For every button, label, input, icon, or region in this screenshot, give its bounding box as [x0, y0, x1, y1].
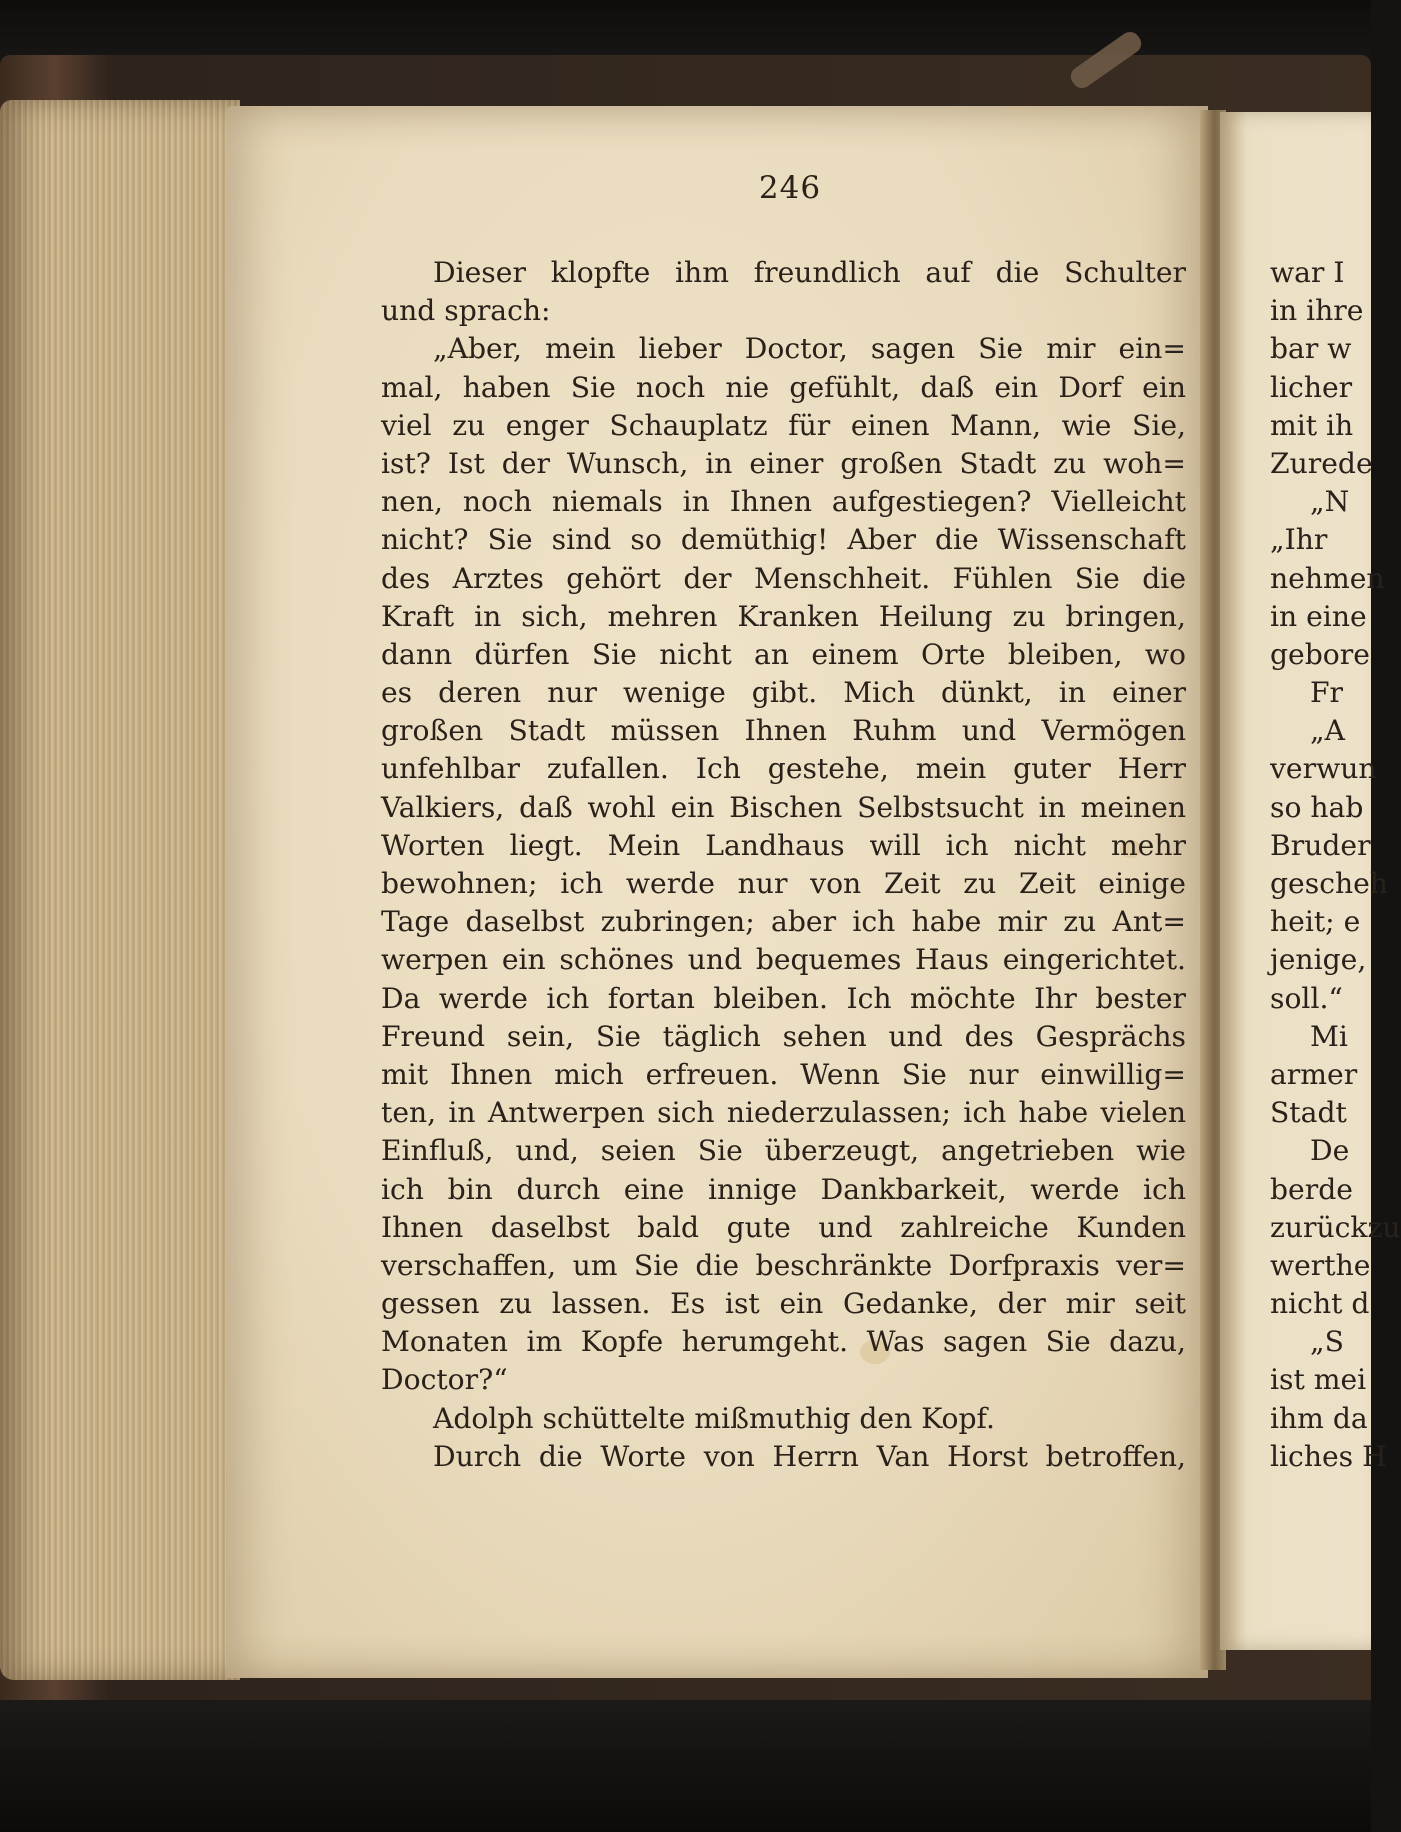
text-line: Mi	[1310, 1019, 1348, 1053]
text-line: werthe	[1270, 1248, 1371, 1282]
text-line: Stadt	[1270, 1096, 1347, 1130]
text-line: Einfluß, und, seien Sie überzeugt, angetrieben wie	[381, 1134, 1186, 1168]
text-line: nen, noch niemals in Ihnen aufgestiegen? Vielleicht	[381, 485, 1186, 519]
text-line: berde	[1270, 1172, 1353, 1206]
text-line: Worten liegt. Mein Landhaus will ich nicht mehr	[381, 828, 1186, 862]
text-line: und sprach:	[381, 294, 551, 328]
text-line: gebore	[1270, 637, 1370, 671]
text-line: „Ihr	[1270, 523, 1328, 557]
text-line: gescheh	[1270, 867, 1388, 900]
text-line: Durch die Worte von Herrn Van Horst betroffen,	[433, 1439, 1186, 1473]
text-line: werpen ein schönes und bequemes Haus eingerichtet.	[381, 943, 1186, 977]
text-line: „A	[1310, 714, 1345, 748]
text-line: Da werde ich fortan bleiben. Ich möchte Ihr bester	[381, 981, 1186, 1015]
text-line: jenige,	[1270, 943, 1367, 977]
text-line: ich bin durch eine innige Dankbarkeit, werde ich	[381, 1172, 1186, 1206]
text-line: „S	[1310, 1325, 1344, 1359]
text-line: viel zu enger Schauplatz für einen Mann, wie Sie,	[381, 408, 1186, 442]
text-line: Tage daselbst zubringen; aber ich habe mir zu Ant=	[381, 905, 1186, 939]
text-line: Fr	[1310, 676, 1344, 710]
text-line: ist mei	[1270, 1363, 1367, 1397]
text-line: Monaten im Kopfe herumgeht. Was sagen Sie dazu,	[381, 1325, 1186, 1359]
text-line: Doctor?“	[381, 1363, 508, 1397]
text-line: Bruder	[1270, 828, 1371, 862]
text-line: Adolph schüttelte mißmuthig den Kopf.	[433, 1401, 995, 1435]
text-line: heit; e	[1270, 905, 1361, 939]
text-line: gessen zu lassen. Es ist ein Gedanke, der mir seit	[381, 1287, 1186, 1321]
text-line: Zurede	[1270, 446, 1373, 480]
page-number: 246	[758, 170, 822, 206]
text-line: bewohnen; ich werde nur von Zeit zu Zeit einige	[381, 867, 1186, 900]
text-line: Ihnen daselbst bald gute und zahlreiche Kunden	[381, 1210, 1186, 1244]
text-line: mal, haben Sie noch nie gefühlt, daß ein Dorf ein	[381, 370, 1186, 404]
text-line: verwun	[1270, 752, 1377, 786]
text-line: in ihre	[1270, 294, 1364, 328]
text-line: verschaffen, um Sie die beschränkte Dorfpraxis ver=	[381, 1248, 1186, 1282]
right-page-text	[1270, 254, 1401, 1476]
text-line: ihm da	[1270, 1401, 1368, 1435]
text-line: in eine	[1270, 599, 1367, 633]
text-line: großen Stadt müssen Ihnen Ruhm und Vermögen	[381, 714, 1186, 748]
text-line: armer	[1270, 1057, 1358, 1091]
text-line: liches H	[1270, 1439, 1387, 1473]
text-line: es deren nur wenige gibt. Mich dünkt, in einer	[381, 676, 1186, 710]
text-line: war I	[1270, 256, 1345, 289]
text-line: dann dürfen Sie nicht an einem Orte bleiben, wo	[381, 637, 1186, 671]
text-line: zurückzu	[1270, 1210, 1401, 1244]
text-line: mit ih	[1270, 408, 1354, 442]
text-line: licher	[1270, 370, 1353, 404]
text-line: nicht? Sie sind so demüthig! Aber die Wissenschaft	[381, 523, 1186, 557]
text-line: mit Ihnen mich erfreuen. Wenn Sie nur einwillig=	[381, 1057, 1186, 1091]
left-page-text	[381, 254, 1186, 1476]
text-line: nehmen	[1270, 561, 1385, 595]
text-line: unfehlbar zufallen. Ich gestehe, mein guter Herr	[381, 752, 1186, 786]
page-edges	[0, 100, 240, 1680]
text-line: Dieser klopfte ihm freundlich auf die Schulter	[433, 256, 1186, 289]
background-bottom	[0, 1700, 1371, 1832]
text-line: Valkiers, daß wohl ein Bischen Selbstsucht in meinen	[381, 790, 1186, 824]
text-line: des Arztes gehört der Menschheit. Fühlen Sie die	[381, 561, 1186, 595]
text-line: De	[1310, 1134, 1350, 1168]
text-line: nicht d	[1270, 1287, 1370, 1321]
text-line: so hab	[1270, 790, 1364, 824]
text-line: „N	[1310, 485, 1350, 519]
text-line: ist? Ist der Wunsch, in einer großen Stadt zu woh=	[381, 446, 1186, 480]
text-line: soll.“	[1270, 981, 1343, 1015]
text-line: „Aber, mein lieber Doctor, sagen Sie mir ein=	[433, 332, 1186, 366]
text-line: Kraft in sich, mehren Kranken Heilung zu bringen,	[381, 599, 1186, 633]
text-line: Freund sein, Sie täglich sehen und des Gesprächs	[381, 1019, 1186, 1053]
text-line: bar w	[1270, 332, 1352, 366]
text-line: ten, in Antwerpen sich niederzulassen; ich habe vielen	[381, 1096, 1186, 1130]
